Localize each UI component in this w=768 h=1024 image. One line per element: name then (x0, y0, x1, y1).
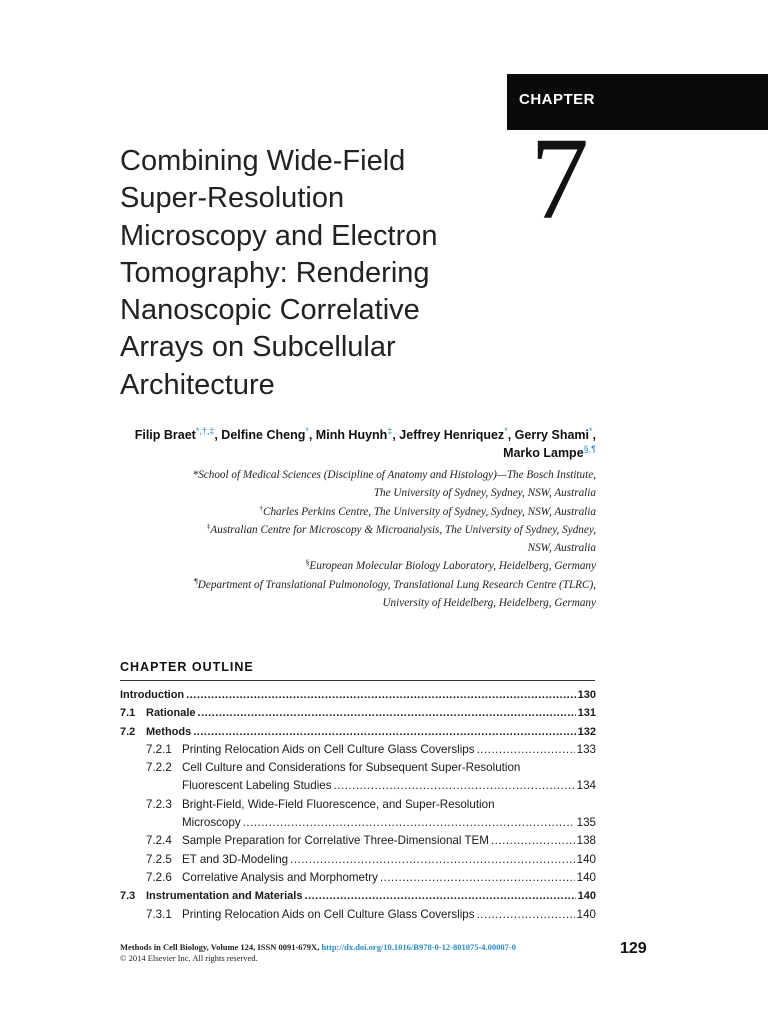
affiliation-list (76, 466, 596, 612)
author-name: Filip Braet (134, 428, 196, 442)
toc-section-number: 7.2.5 (146, 852, 172, 866)
affiliation-text: Department of Translational Pulmonology, Translational Lung Research Centre (TLRC), (197, 578, 596, 591)
affiliation-line: NSW, Australia (527, 542, 596, 555)
toc-leader (290, 851, 575, 869)
toc-entry-7-2-4[interactable] (120, 832, 596, 850)
toc-page-number: 140 (576, 907, 596, 921)
title-line: Microscopy and Electron (120, 219, 438, 252)
toc-entry-title: Bright-Field, Wide-Field Fluorescence, and Super-Resolution (182, 797, 495, 811)
author-affiliation-marker: ‡ (387, 425, 393, 436)
toc-entry-introduction[interactable] (120, 686, 596, 704)
toc-entry-title: Rationale (146, 707, 196, 720)
toc-section-number: 7.2.4 (146, 834, 172, 848)
toc-entry-methods[interactable] (120, 723, 596, 741)
affiliation-line (76, 521, 596, 539)
copyright-notice: © 2014 Elsevier Inc. All rights reserved. (120, 953, 258, 963)
toc-leader (334, 777, 575, 795)
toc-entry-instrumentation[interactable] (120, 887, 596, 905)
affiliation-marker: † (259, 502, 263, 512)
toc-entry-title: Printing Relocation Aids on Cell Culture Glass Coverslips (182, 907, 475, 921)
toc-leader (193, 723, 575, 741)
author-name: , Delfine Cheng (214, 428, 306, 442)
toc-page-number: 134 (576, 779, 596, 793)
toc-section-number: 7.2 (120, 725, 136, 738)
author-affiliation-marker: §,¶ (583, 443, 596, 454)
toc-section-number: 7.2.2 (146, 761, 172, 775)
citation-footer (120, 942, 516, 964)
toc-leader (304, 887, 575, 905)
affiliation-line: The University of Sydney, Sydney, NSW, Australia (373, 487, 596, 500)
author-affiliation-marker: *,†,‡ (195, 425, 215, 436)
toc-entry-7-2-5[interactable] (120, 851, 596, 869)
toc-entry-title: ET and 3D-Modeling (182, 852, 289, 866)
author-name: , Gerry Shami (507, 428, 589, 442)
toc-page-number: 138 (576, 834, 596, 848)
title-line: Arrays on Subcellular (120, 331, 396, 364)
toc-entry-7-2-1[interactable] (120, 741, 596, 759)
toc-section-number: 7.3.1 (146, 907, 172, 921)
toc-leader (477, 906, 575, 924)
affiliation-text: Australian Centre for Microscopy & Microanalysis, The University of Sydney, Sydney, (210, 523, 596, 536)
affiliation-text: Charles Perkins Centre, The University of Sydney, Sydney, NSW, Australia (263, 505, 596, 518)
author-list (36, 426, 596, 462)
toc-page-number: 132 (577, 725, 596, 738)
toc-leader (380, 869, 575, 887)
toc-entry-title: Microscopy (182, 816, 241, 830)
toc-leader (243, 814, 575, 832)
author-affiliation-marker: * (589, 425, 593, 436)
toc-leader (186, 686, 575, 704)
outline-heading: CHAPTER OUTLINE (120, 660, 254, 674)
author-name: Marko Lampe (503, 446, 584, 460)
toc-entry-title: Cell Culture and Considerations for Subsequent Super-Resolution (182, 761, 521, 775)
toc-entry-rationale[interactable] (120, 704, 596, 722)
journal-citation: Methods in Cell Biology, Volume 124, ISSN 0091-679X, (120, 942, 320, 952)
affiliation-line: *School of Medical Sciences (Discipline of Anatomy and Histology)—The Bosch Institute, (192, 469, 596, 481)
author-affiliation-marker: * (305, 425, 309, 436)
toc-entry-title: Fluorescent Labeling Studies (182, 779, 332, 793)
toc-page-number: 130 (577, 689, 596, 701)
citation-line (120, 942, 516, 953)
outline-divider (120, 680, 595, 681)
affiliation-line: University of Heidelberg, Heidelberg, Germany (382, 597, 596, 610)
author-affiliation-marker: * (504, 425, 508, 436)
affiliation-line (76, 503, 596, 521)
toc-entry-7-2-2[interactable] (120, 759, 596, 777)
title-line: Tomography: Rendering (120, 256, 430, 289)
toc-leader (491, 832, 575, 850)
title-line: Super-Resolution (120, 182, 345, 215)
chapter-title (120, 143, 510, 404)
title-line: Architecture (120, 368, 275, 401)
toc-entry-title: Sample Preparation for Correlative Three-Dimensional TEM (182, 834, 489, 848)
toc-section-number: 7.2.1 (146, 742, 172, 756)
affiliation-marker: ‡ (206, 521, 211, 531)
toc-page-number: 140 (577, 890, 596, 903)
title-line: Nanoscopic Correlative (120, 294, 420, 327)
author-name: , Jeffrey Henriquez (392, 428, 505, 442)
page-number: 129 (620, 940, 647, 957)
toc-leader (477, 741, 575, 759)
toc-entry-7-3-1[interactable] (120, 906, 596, 924)
author-line (36, 426, 596, 444)
affiliation-marker: ¶ (194, 576, 198, 586)
toc-page-number: 140 (576, 852, 596, 866)
affiliation-line (76, 576, 596, 594)
toc-page-number: 140 (576, 870, 596, 884)
affiliation-marker: § (305, 557, 310, 567)
doi-link[interactable]: http://dx.doi.org/10.1016/B978-0-12-801075-4.00007-0 (321, 942, 516, 952)
toc-page-number: 135 (576, 816, 596, 830)
toc-section-number: 7.2.6 (146, 870, 172, 884)
chapter-number: 7 (530, 113, 589, 244)
toc-section-number: 7.3 (120, 890, 136, 903)
toc-entry-7-2-3-continued[interactable] (120, 814, 596, 832)
toc-page-number: 133 (576, 742, 596, 756)
affiliation-line (76, 557, 596, 575)
toc-leader (198, 704, 576, 722)
author-separator: , (592, 428, 596, 442)
table-of-contents (120, 686, 596, 924)
toc-section-number: 7.2.3 (146, 797, 172, 811)
toc-entry-7-2-2-continued[interactable] (120, 777, 596, 795)
author-name: , Minh Huynh (308, 428, 388, 442)
toc-entry-title: Correlative Analysis and Morphometry (182, 870, 378, 884)
toc-entry-7-2-6[interactable] (120, 869, 596, 887)
toc-entry-7-2-3[interactable] (120, 796, 596, 814)
toc-entry-title: Printing Relocation Aids on Cell Culture Glass Coverslips (182, 742, 475, 756)
toc-entry-title: Methods (146, 725, 192, 738)
chapter-label: CHAPTER (519, 91, 596, 108)
affiliation-text: European Molecular Biology Laboratory, Heidelberg, Germany (309, 560, 596, 573)
toc-section-number: 7.1 (120, 707, 136, 720)
toc-entry-title: Instrumentation and Materials (146, 890, 303, 903)
toc-entry-title: Introduction (120, 689, 185, 701)
author-line (36, 444, 596, 462)
toc-page-number: 131 (577, 707, 596, 720)
title-line: Combining Wide-Field (120, 145, 406, 177)
